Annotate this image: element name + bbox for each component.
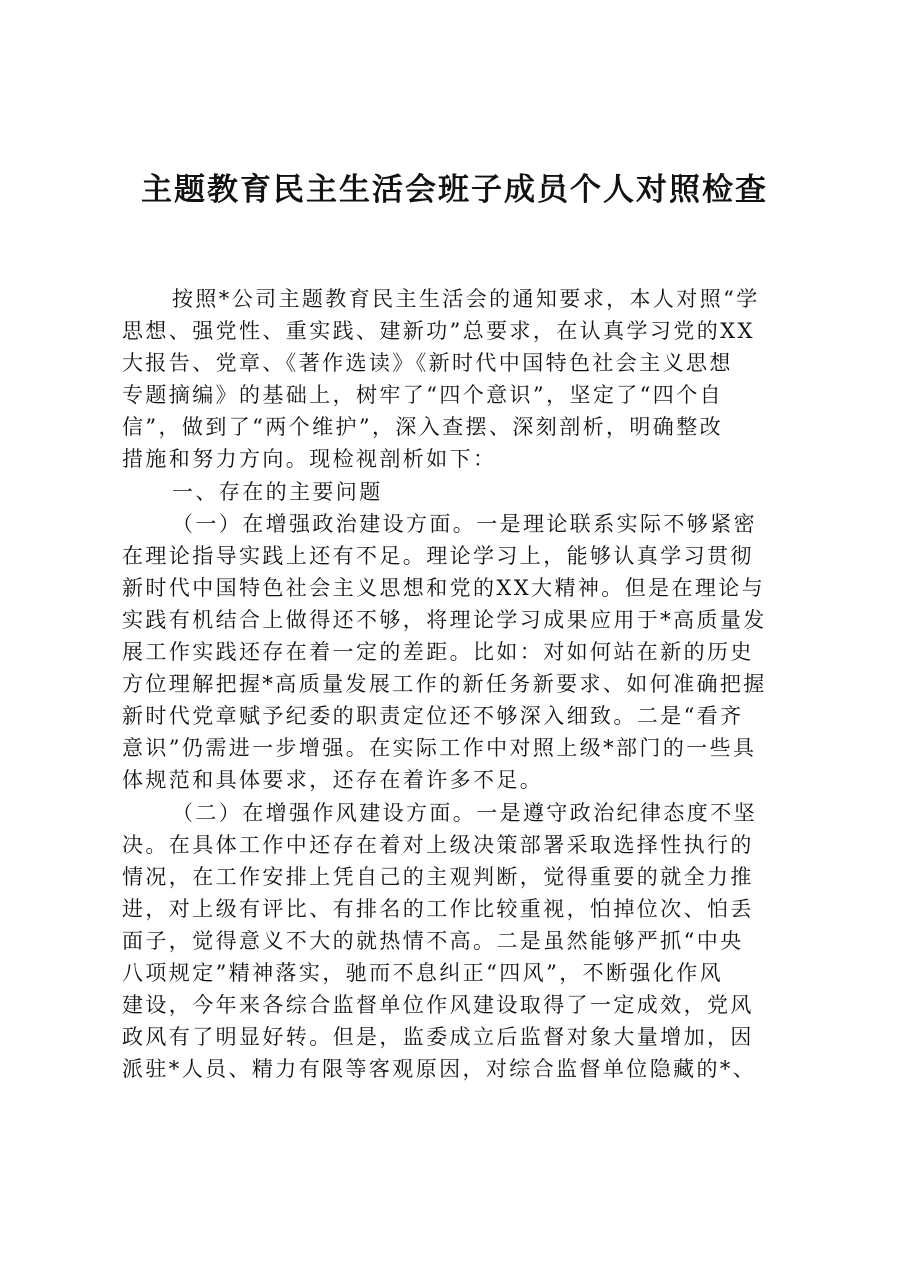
paragraph-line: 信”，做到了“两个维护”，深入查摆、深刻剖析，明确整改 (122, 415, 724, 440)
paragraph-line: 实践有机结合上做得还不够，将理论学习成果应用于*高质量发 (122, 607, 767, 632)
paragraph-line: 展工作实践还存在着一定的差距。比如：对如何站在新的历史 (122, 640, 754, 665)
paragraph-line: 方位理解把握*高质量发展工作的新任务新要求、如何准确把握 (122, 672, 767, 697)
paragraph-line: 意识”仍需进一步增强。在实际工作中对照上级*部门的一些具 (122, 736, 757, 761)
paragraph-line: 情况，在工作安排上凭自己的主观判断，觉得重要的就全力推 (122, 864, 754, 889)
paragraph-line: 新时代中国特色社会主义思想和党的XX大精神。但是在理论与 (122, 575, 766, 600)
paragraph-line: 体规范和具体要求，还存在着许多不足。 (122, 768, 544, 793)
paragraph-line: （一）在增强政治建设方面。一是理论联系实际不够紧密 (172, 511, 757, 536)
paragraph-line: 八项规定”精神落实，驰而不息纠正“四风”，不断强化作风 (122, 960, 724, 985)
paragraph-line: 政风有了明显好转。但是，监委成立后监督对象大量增加，因 (122, 1025, 754, 1050)
paragraph-line: 思想、强党性、重实践、建新功”总要求，在认真学习党的XX (122, 319, 755, 344)
section-heading: 一、存在的主要问题 (172, 479, 383, 504)
paragraph-line: 在理论指导实践上还有不足。理论学习上，能够认真学习贯彻 (122, 543, 754, 568)
paragraph-line: 进，对上级有评比、有排名的工作比较重视，怕掉位次、怕丢 (122, 896, 754, 921)
document-body (122, 283, 797, 1085)
paragraph-line: 措施和努力方向。现检视剖析如下： (122, 447, 497, 472)
paragraph-line: 决。在具体工作中还存在着对上级决策部署采取选择性执行的 (122, 832, 754, 857)
document-title: 主题教育民主生活会班子成员个人对照检查 (141, 172, 768, 208)
paragraph-line: （二）在增强作风建设方面。一是遵守政治纪律态度不坚 (172, 800, 757, 825)
paragraph-line: 建设，今年来各综合监督单位作风建设取得了一定成效，党风 (122, 993, 754, 1018)
paragraph-line: 面子，觉得意义不大的就热情不高。二是虽然能够严抓“中央 (122, 928, 744, 953)
paragraph-line: 专题摘编》的基础上，树牢了“四个意识”，坚定了“四个自 (122, 383, 724, 408)
paragraph-line: 按照*公司主题教育民主生活会的通知要求，本人对照“学 (172, 287, 760, 311)
paragraph-line: 大报告、党章、《著作选读》《新时代中国特色社会主义思想 (122, 351, 733, 376)
paragraph-line: 派驻*人员、精力有限等客观原因，对综合监督单位隐藏的*、 (122, 1057, 757, 1082)
paragraph-line: 新时代党章赋予纪委的职责定位还不够深入细致。二是“看齐 (122, 704, 744, 729)
